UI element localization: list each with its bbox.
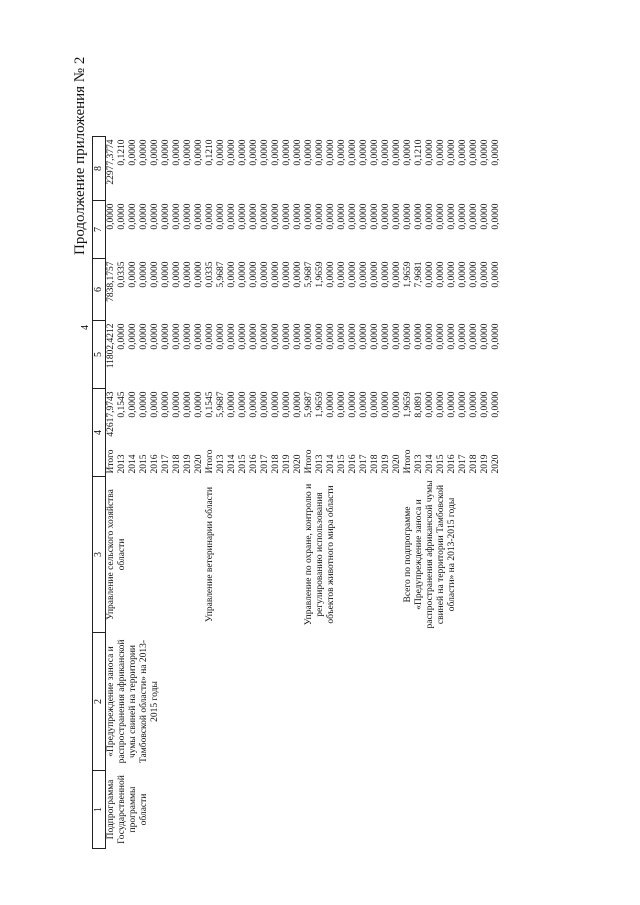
total-amount: 0,0000 (139, 391, 149, 418)
total-amount: 0,0000 (370, 391, 380, 418)
amount-col6: 0,0000 (326, 261, 336, 288)
period-label: 2016 (249, 454, 259, 474)
amount-col6: 7838,1757 (106, 261, 116, 302)
amount-col6: 5,9687 (216, 261, 226, 288)
period-label: 2019 (183, 454, 193, 474)
executor-cell: Управление по охране, контролю и регулированию использования объектов животного мира области (304, 483, 336, 626)
amount-col7: 0,0000 (370, 203, 380, 230)
amount-col7: 0,0000 (348, 203, 358, 230)
amount-col7: 0,0000 (326, 203, 336, 230)
amount-col7: 0,0000 (491, 203, 501, 230)
amount-col8: 0,0000 (348, 139, 358, 166)
amount-col6: 0,0000 (183, 261, 193, 288)
amount-col8: 0,0000 (370, 139, 380, 166)
period-label: 2013 (117, 454, 127, 474)
period-label: 2016 (348, 454, 358, 474)
period-label: 2014 (425, 454, 435, 474)
amount-col6: 0,0000 (161, 261, 171, 288)
amount-col8: 0,0000 (436, 139, 446, 166)
total-amount: 0,0000 (326, 391, 336, 418)
period-label: 2016 (447, 454, 457, 474)
amount-col5: 0,0000 (227, 323, 237, 350)
amount-col5: 0,0000 (293, 323, 303, 350)
amount-col6: 0,0000 (337, 261, 347, 288)
amount-col6: 0,0000 (249, 261, 259, 288)
amount-col8: 0,0000 (139, 139, 149, 166)
amount-col6: 0,0000 (128, 261, 138, 288)
period-label: 2015 (139, 454, 149, 474)
amount-col7: 0,0000 (469, 203, 479, 230)
period-label: Итого (403, 449, 413, 474)
amount-col7: 0,0000 (381, 203, 391, 230)
total-amount: 0,0000 (425, 391, 435, 418)
period-label: 2013 (414, 454, 424, 474)
amount-col6: 0,0000 (447, 261, 457, 288)
period-label: 2013 (216, 454, 226, 474)
period-label: 2014 (227, 454, 237, 474)
amount-col7: 0,0000 (447, 203, 457, 230)
amount-col8: 0,0000 (458, 139, 468, 166)
amount-col5: 0,0000 (117, 323, 127, 350)
amount-col7: 0,0000 (403, 203, 413, 230)
amount-col6: 0,0335 (205, 261, 215, 288)
amount-col5: 0,0000 (480, 323, 490, 350)
amount-col7: 0,0000 (425, 203, 435, 230)
amount-col8: 0,0000 (150, 139, 160, 166)
continuation-heading: Продолжение приложения № 2 (72, 56, 88, 255)
amount-col6: 0,0000 (370, 261, 380, 288)
amount-col7: 0,0000 (150, 203, 160, 230)
column-number: 6 (93, 259, 106, 321)
amount-col6: 0,0000 (271, 261, 281, 288)
amount-col8: 0,0000 (480, 139, 490, 166)
total-amount: 0,0000 (194, 391, 204, 418)
amount-col6: 0,0000 (480, 261, 490, 288)
amount-col5: 0,0000 (469, 323, 479, 350)
program-name-cell: «Предупреждение заноса и распространения африканской чумы свиней на территории Тамбовской области» на 2013-2015 годы (106, 639, 160, 764)
period-label: 2020 (293, 454, 303, 474)
amount-col5: 0,0000 (260, 323, 270, 350)
amount-col7: 0,0000 (117, 203, 127, 230)
amount-col6: 0,0000 (392, 261, 402, 288)
period-label: 2018 (172, 454, 182, 474)
total-amount: 0,0000 (183, 391, 193, 418)
amount-col8: 0,0000 (216, 139, 226, 166)
amount-col8: 0,0000 (425, 139, 435, 166)
column-number: 7 (93, 201, 106, 259)
period-label: Итого (205, 449, 215, 474)
amount-col8: 0,0000 (194, 139, 204, 166)
amount-col5: 0,0000 (194, 323, 204, 350)
amount-col6: 0,0000 (293, 261, 303, 288)
amount-col8: 0,0000 (161, 139, 171, 166)
amount-col5: 0,0000 (425, 323, 435, 350)
amount-col7: 0,0000 (271, 203, 281, 230)
period-label: 2015 (337, 454, 347, 474)
executor-cell: Управление сельского хозяйства области (106, 489, 127, 620)
total-amount: 5,9687 (304, 391, 314, 418)
period-label: 2018 (370, 454, 380, 474)
amount-col7: 0,0000 (282, 203, 292, 230)
amount-col7: 0,0000 (315, 203, 325, 230)
amount-col6: 5,9687 (304, 261, 314, 288)
amount-col6: 0,0335 (117, 261, 127, 288)
amount-col6: 0,0000 (359, 261, 369, 288)
period-label: 2017 (359, 454, 369, 474)
amount-col5: 0,0000 (183, 323, 193, 350)
amount-col5: 0,0000 (238, 323, 248, 350)
amount-col5: 0,0000 (359, 323, 369, 350)
amount-col7: 0,0000 (238, 203, 248, 230)
amount-col5: 0,0000 (172, 323, 182, 350)
amount-col7: 0,0000 (194, 203, 204, 230)
period-label: 2015 (436, 454, 446, 474)
amount-col5: 0,0000 (161, 323, 171, 350)
amount-col8: 0,0000 (238, 139, 248, 166)
total-amount: 1,9659 (403, 391, 413, 418)
total-amount: 0,0000 (161, 391, 171, 418)
total-amount: 42617,9743 (106, 391, 116, 437)
amount-col6: 1,9659 (403, 261, 413, 288)
amount-col5: 0,0000 (216, 323, 226, 350)
amount-col5: 0,0000 (447, 323, 457, 350)
total-amount: 0,0000 (271, 391, 281, 418)
amount-col7: 0,0000 (249, 203, 259, 230)
executor-cell: Всего по подпрограмме «Предупреждение заноса и распространения африканской чумы свиней на территории Тамбовской области» на 2013-2015 годы (403, 480, 457, 629)
amount-col7: 0,0000 (359, 203, 369, 230)
amount-col7: 0,0000 (304, 203, 314, 230)
period-label: 2018 (271, 454, 281, 474)
period-label: 2020 (392, 454, 402, 474)
amount-col7: 0,0000 (414, 203, 424, 230)
amount-col7: 0,0000 (172, 203, 182, 230)
table-row (106, 137, 118, 849)
total-amount: 1,9659 (315, 391, 325, 418)
amount-col6: 0,0000 (348, 261, 358, 288)
amount-col6: 0,0000 (425, 261, 435, 288)
period-label: 2019 (282, 454, 292, 474)
total-amount: 0,0000 (227, 391, 237, 418)
amount-col5: 0,0000 (315, 323, 325, 350)
executor-cell: Управление ветеринарии области (205, 486, 215, 623)
period-label: 2017 (260, 454, 270, 474)
period-label: 2013 (315, 454, 325, 474)
amount-col8: 0,0000 (172, 139, 182, 166)
amount-col8: 0,0000 (227, 139, 237, 166)
amount-col8: 0,0000 (469, 139, 479, 166)
amount-col5: 0,0000 (403, 323, 413, 350)
amount-col5: 0,0000 (282, 323, 292, 350)
column-number: 2 (93, 633, 106, 771)
column-number: 4 (93, 389, 106, 477)
total-amount: 0,0000 (480, 391, 490, 418)
amount-col6: 0,0000 (282, 261, 292, 288)
amount-col7: 0,0000 (436, 203, 446, 230)
period-label: 2018 (469, 454, 479, 474)
amount-col5: 0,0000 (304, 323, 314, 350)
amount-col7: 0,0000 (260, 203, 270, 230)
amount-col8: 0,0000 (447, 139, 457, 166)
amount-col5: 0,0000 (326, 323, 336, 350)
amount-col7: 0,0000 (392, 203, 402, 230)
total-amount: 0,0000 (249, 391, 259, 418)
amount-col5: 0,0000 (337, 323, 347, 350)
total-amount: 0,0000 (348, 391, 358, 418)
amount-col6: 0,0000 (260, 261, 270, 288)
column-number: 1 (93, 771, 106, 849)
total-amount: 0,0000 (436, 391, 446, 418)
amount-col5: 0,0000 (381, 323, 391, 350)
amount-col6: 0,0000 (381, 261, 391, 288)
amount-col8: 0,0000 (403, 139, 413, 166)
column-number-row (93, 137, 106, 849)
amount-col6: 1,9659 (315, 261, 325, 288)
period-label: 2015 (238, 454, 248, 474)
total-amount: 0,0000 (282, 391, 292, 418)
period-label: 2019 (381, 454, 391, 474)
amount-col5: 0,0000 (348, 323, 358, 350)
amount-col8: 0,1210 (414, 139, 424, 166)
merged-column-header: 4 (80, 325, 91, 330)
amount-col6: 0,0000 (436, 261, 446, 288)
total-amount: 0,0000 (337, 391, 347, 418)
amount-col5: 0,0000 (458, 323, 468, 350)
amount-col6: 0,0000 (491, 261, 501, 288)
period-label: 2016 (150, 454, 160, 474)
total-amount: 0,0000 (458, 391, 468, 418)
amount-col8: 0,0000 (359, 139, 369, 166)
amount-col7: 0,0000 (337, 203, 347, 230)
amount-col6: 7,9681 (414, 261, 424, 288)
amount-col8: 0,0000 (260, 139, 270, 166)
amount-col8: 0,0000 (381, 139, 391, 166)
amount-col5: 0,0000 (205, 323, 215, 350)
amount-col5: 0,0000 (139, 323, 149, 350)
amount-col5: 0,0000 (392, 323, 402, 350)
amount-col5: 0,0000 (128, 323, 138, 350)
amount-col8: 0,0000 (282, 139, 292, 166)
financing-table (92, 136, 502, 849)
total-amount: 0,0000 (260, 391, 270, 418)
amount-col8: 0,0000 (293, 139, 303, 166)
amount-col8: 0,1210 (117, 139, 127, 166)
amount-col8: 0,0000 (183, 139, 193, 166)
amount-col6: 0,0000 (469, 261, 479, 288)
program-type-cell: Подпрограмма Государственной программы области (106, 775, 149, 844)
total-amount: 0,0000 (150, 391, 160, 418)
amount-col8: 0,0000 (128, 139, 138, 166)
amount-col8: 0,0000 (249, 139, 259, 166)
total-amount: 0,0000 (238, 391, 248, 418)
amount-col8: 22977,3774 (106, 139, 116, 185)
amount-col7: 0,0000 (205, 203, 215, 230)
amount-col8: 0,0000 (304, 139, 314, 166)
total-amount: 0,0000 (381, 391, 391, 418)
amount-col5: 0,0000 (491, 323, 501, 350)
total-amount: 0,0000 (359, 391, 369, 418)
amount-col7: 0,0000 (106, 203, 116, 230)
amount-col6: 0,0000 (238, 261, 248, 288)
amount-col7: 0,0000 (227, 203, 237, 230)
amount-col7: 0,0000 (128, 203, 138, 230)
amount-col5: 0,0000 (414, 323, 424, 350)
amount-col6: 0,0000 (139, 261, 149, 288)
total-amount: 0,0000 (293, 391, 303, 418)
total-amount: 0,1545 (205, 391, 215, 418)
total-amount: 5,9687 (216, 391, 226, 418)
amount-col6: 0,0000 (150, 261, 160, 288)
total-amount: 0,0000 (392, 391, 402, 418)
amount-col7: 0,0000 (183, 203, 193, 230)
total-amount: 0,0000 (491, 391, 501, 418)
amount-col8: 0,0000 (392, 139, 402, 166)
amount-col7: 0,0000 (480, 203, 490, 230)
amount-col5: 11802,4212 (106, 323, 116, 369)
amount-col5: 0,0000 (271, 323, 281, 350)
amount-col7: 0,0000 (139, 203, 149, 230)
amount-col5: 0,0000 (370, 323, 380, 350)
total-amount: 0,0000 (469, 391, 479, 418)
amount-col7: 0,0000 (216, 203, 226, 230)
amount-col7: 0,0000 (293, 203, 303, 230)
amount-col6: 0,0000 (227, 261, 237, 288)
amount-col6: 0,0000 (458, 261, 468, 288)
amount-col6: 0,0000 (194, 261, 204, 288)
amount-col8: 0,0000 (271, 139, 281, 166)
period-label: 2019 (480, 454, 490, 474)
total-amount: 0,0000 (447, 391, 457, 418)
total-amount: 8,0891 (414, 391, 424, 418)
period-label: 2017 (161, 454, 171, 474)
period-label: 2020 (194, 454, 204, 474)
period-label: 2020 (491, 454, 501, 474)
total-amount: 0,0000 (172, 391, 182, 418)
amount-col8: 0,0000 (337, 139, 347, 166)
total-amount: 0,1545 (117, 391, 127, 418)
amount-col8: 0,0000 (315, 139, 325, 166)
column-number: 3 (93, 477, 106, 633)
period-label: Итого (106, 449, 116, 474)
amount-col8: 0,0000 (491, 139, 501, 166)
amount-col6: 0,0000 (172, 261, 182, 288)
amount-col5: 0,0000 (150, 323, 160, 350)
period-label: Итого (304, 449, 314, 474)
table-body (106, 137, 503, 849)
amount-col8: 0,1210 (205, 139, 215, 166)
amount-col8: 0,0000 (326, 139, 336, 166)
period-label: 2014 (128, 454, 138, 474)
column-number: 5 (93, 321, 106, 389)
amount-col7: 0,0000 (458, 203, 468, 230)
column-number: 8 (93, 137, 106, 201)
total-amount: 0,0000 (128, 391, 138, 418)
amount-col5: 0,0000 (249, 323, 259, 350)
amount-col7: 0,0000 (161, 203, 171, 230)
period-label: 2017 (458, 454, 468, 474)
amount-col5: 0,0000 (436, 323, 446, 350)
period-label: 2014 (326, 454, 336, 474)
